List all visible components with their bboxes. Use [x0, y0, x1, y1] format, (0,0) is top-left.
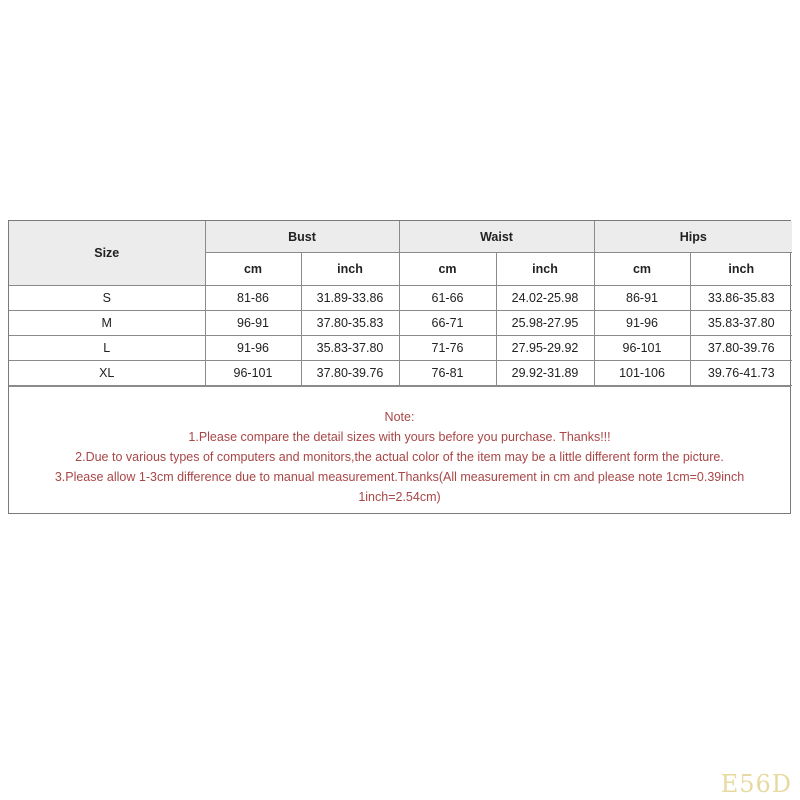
- size-cell: S: [9, 286, 205, 311]
- table-cell: 81-86: [205, 286, 301, 311]
- table-cell: 24.02-25.98: [496, 286, 594, 311]
- table-row: [9, 311, 792, 336]
- table-cell: 96-91: [205, 311, 301, 336]
- table-cell: 37.80-35.83: [301, 311, 399, 336]
- waist-group-header: Waist: [399, 221, 594, 253]
- table-cell: 35.83-37.80: [301, 336, 399, 361]
- note-line: 1.Please compare the detail sizes with yours before you purchase. Thanks!!!: [188, 430, 611, 444]
- table-cell: 33.86-35.83: [690, 286, 792, 311]
- watermark: E56D: [720, 770, 792, 798]
- table-cell: 71-76: [399, 336, 496, 361]
- size-table: [9, 221, 792, 386]
- size-cell: L: [9, 336, 205, 361]
- note-line: 1inch=2.54cm): [358, 490, 441, 504]
- bust-group-header: Bust: [205, 221, 399, 253]
- hips-group-header: Hips: [594, 221, 792, 253]
- notes-section: [9, 386, 790, 513]
- unit-header: inch: [690, 253, 792, 286]
- table-cell: 29.92-31.89: [496, 361, 594, 386]
- size-chart: [8, 220, 791, 514]
- unit-header: cm: [205, 253, 301, 286]
- unit-header: cm: [594, 253, 690, 286]
- note-line: 3.Please allow 1-3cm difference due to manual measurement.Thanks(All measurement in cm and please note 1cm=0.39inch: [54, 470, 745, 484]
- table-cell: 61-66: [399, 286, 496, 311]
- table-cell: 35.83-37.80: [690, 311, 792, 336]
- notes-title: Note:: [384, 410, 415, 424]
- table-cell: 39.76-41.73: [690, 361, 792, 386]
- unit-header: inch: [496, 253, 594, 286]
- header-row-groups: [9, 221, 792, 253]
- table-cell: 96-101: [594, 336, 690, 361]
- table-cell: 96-101: [205, 361, 301, 386]
- table-cell: 66-71: [399, 311, 496, 336]
- table-cell: 37.80-39.76: [301, 361, 399, 386]
- note-line: 2.Due to various types of computers and monitors,the actual color of the item may be a little different form the picture.: [75, 450, 724, 464]
- size-cell: XL: [9, 361, 205, 386]
- table-cell: 25.98-27.95: [496, 311, 594, 336]
- table-cell: 91-96: [205, 336, 301, 361]
- size-column-header: Size: [9, 221, 205, 286]
- unit-header: cm: [399, 253, 496, 286]
- table-cell: 37.80-39.76: [690, 336, 792, 361]
- table-row: [9, 336, 792, 361]
- size-cell: M: [9, 311, 205, 336]
- unit-header: inch: [301, 253, 399, 286]
- table-cell: 31.89-33.86: [301, 286, 399, 311]
- table-row: [9, 286, 792, 311]
- table-cell: 91-96: [594, 311, 690, 336]
- table-cell: 101-106: [594, 361, 690, 386]
- table-cell: 76-81: [399, 361, 496, 386]
- table-row: [9, 361, 792, 386]
- table-cell: 86-91: [594, 286, 690, 311]
- table-cell: 27.95-29.92: [496, 336, 594, 361]
